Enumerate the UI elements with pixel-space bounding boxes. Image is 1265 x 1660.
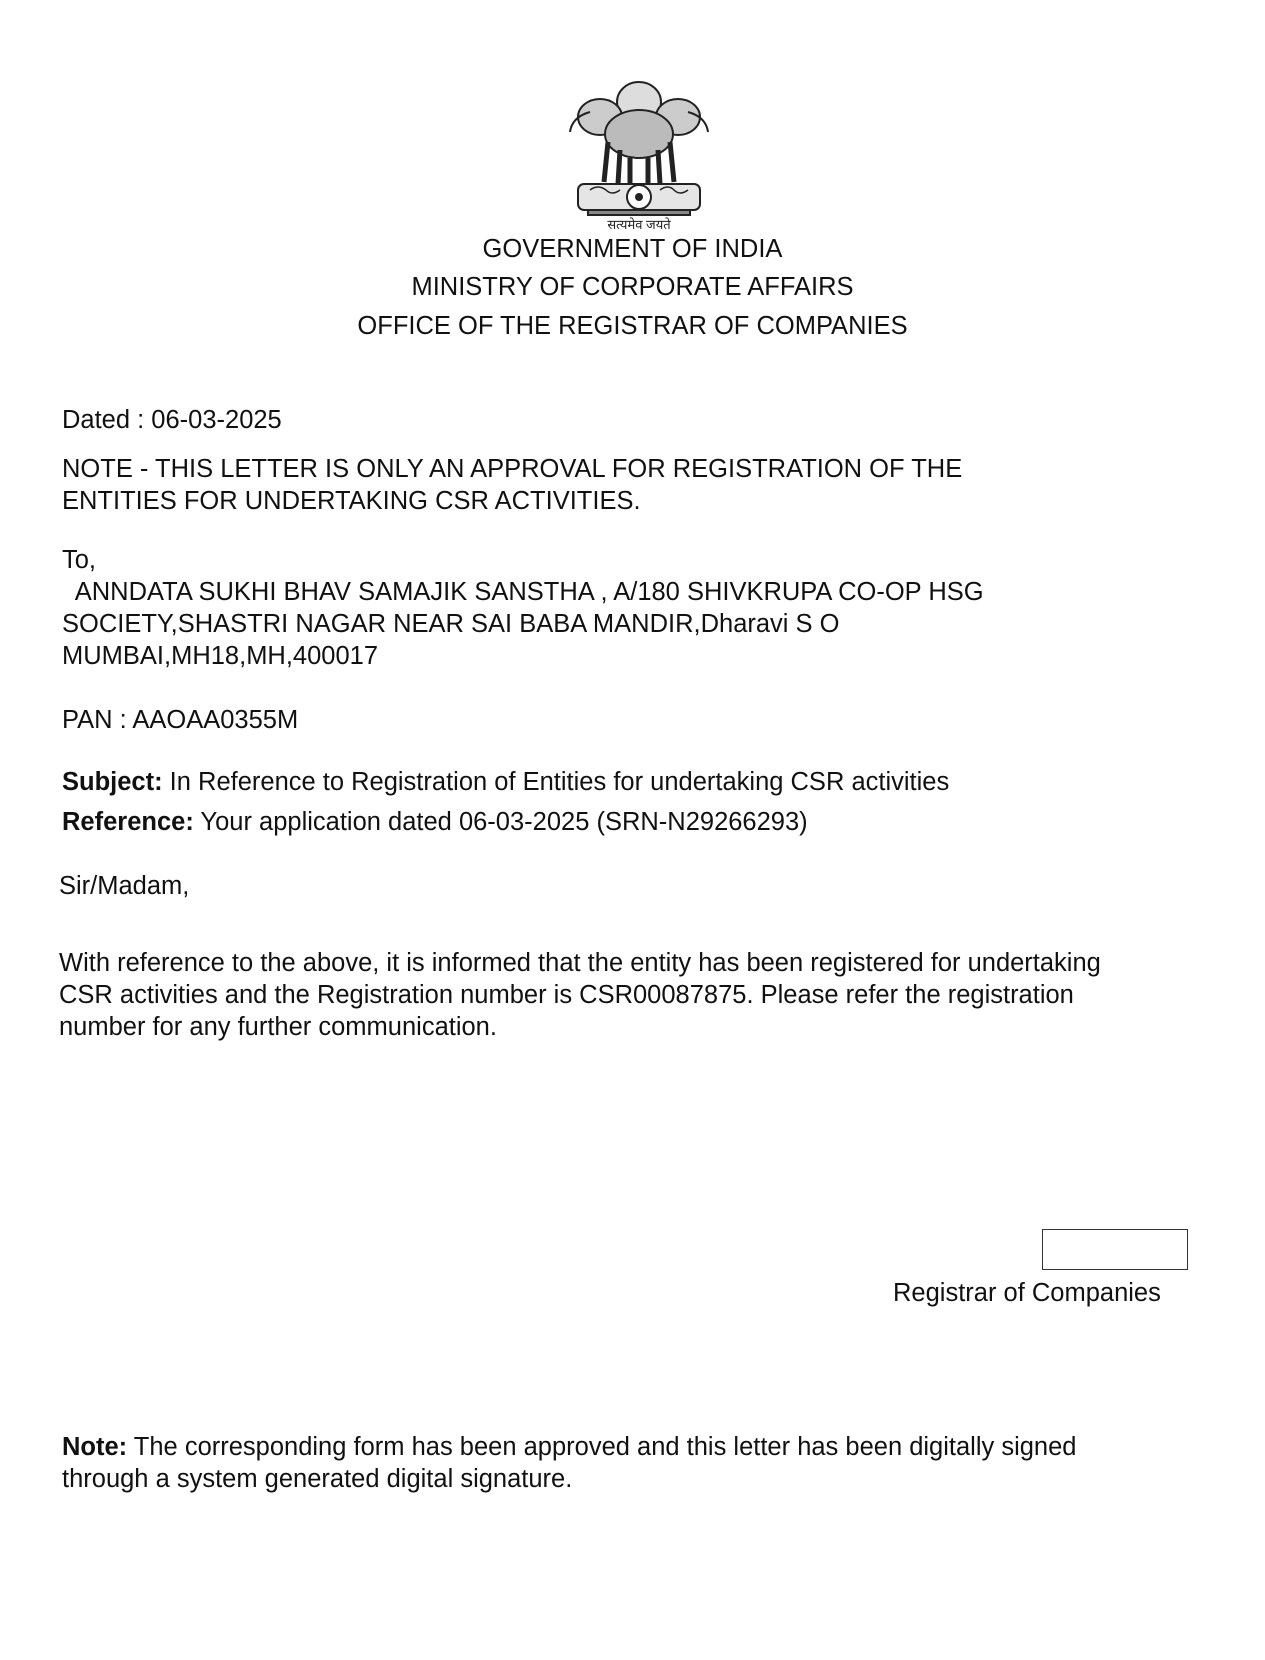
digital-signature-box [1042, 1229, 1188, 1270]
header-ministry: MINISTRY OF CORPORATE AFFAIRS [411, 273, 854, 301]
footer-note-line-1 [62, 1431, 1076, 1463]
header-office: OFFICE OF THE REGISTRAR OF COMPANIES [357, 312, 908, 340]
national-emblem-icon [560, 72, 718, 232]
reference-text: Your application dated 06-03-2025 (SRN-N29266293) [193, 808, 808, 836]
addressee-line-3: MUMBAI,MH18,MH,400017 [62, 642, 379, 670]
body-line-2: CSR activities and the Registration number is CSR00087875. Please refer the registration [59, 981, 1074, 1009]
date-line: Dated : 06-03-2025 [62, 406, 282, 434]
subject-text: In Reference to Registration of Entities for undertaking CSR activities [162, 768, 950, 796]
reference-line [62, 806, 808, 838]
body-line-3: number for any further communication. [59, 1013, 497, 1041]
approval-note-line-2: ENTITIES FOR UNDERTAKING CSR ACTIVITIES. [62, 487, 641, 515]
addressee-line-2: SOCIETY,SHASTRI NAGAR NEAR SAI BABA MANDIR,Dharavi S O [62, 610, 840, 638]
reference-label: Reference: [62, 808, 194, 836]
salutation: Sir/Madam, [59, 872, 190, 900]
emblem-graphic [560, 72, 718, 232]
footer-note-text: The corresponding form has been approved and this letter has been digitally signed [127, 1433, 1077, 1461]
pan-line: PAN : AAOAA0355M [62, 706, 299, 734]
body-line-1: With reference to the above, it is informed that the entity has been registered for undertaking [59, 949, 1101, 977]
subject-label: Subject: [62, 768, 163, 796]
emblem-motto: सत्यमेव जयते [607, 217, 671, 232]
footer-note-label: Note: [62, 1433, 128, 1461]
header-government: GOVERNMENT OF INDIA [482, 235, 783, 263]
approval-note-line-1: NOTE - THIS LETTER IS ONLY AN APPROVAL FOR REGISTRATION OF THE [62, 455, 963, 483]
addressee-to: To, [62, 546, 97, 574]
addressee-line-1: ANNDATA SUKHI BHAV SAMAJIK SANSTHA , A/180 SHIVKRUPA CO-OP HSG [62, 578, 984, 606]
subject-line [62, 766, 949, 798]
footer-note-line-2: through a system generated digital signature. [62, 1465, 573, 1493]
signatory-title: Registrar of Companies [893, 1279, 1161, 1307]
